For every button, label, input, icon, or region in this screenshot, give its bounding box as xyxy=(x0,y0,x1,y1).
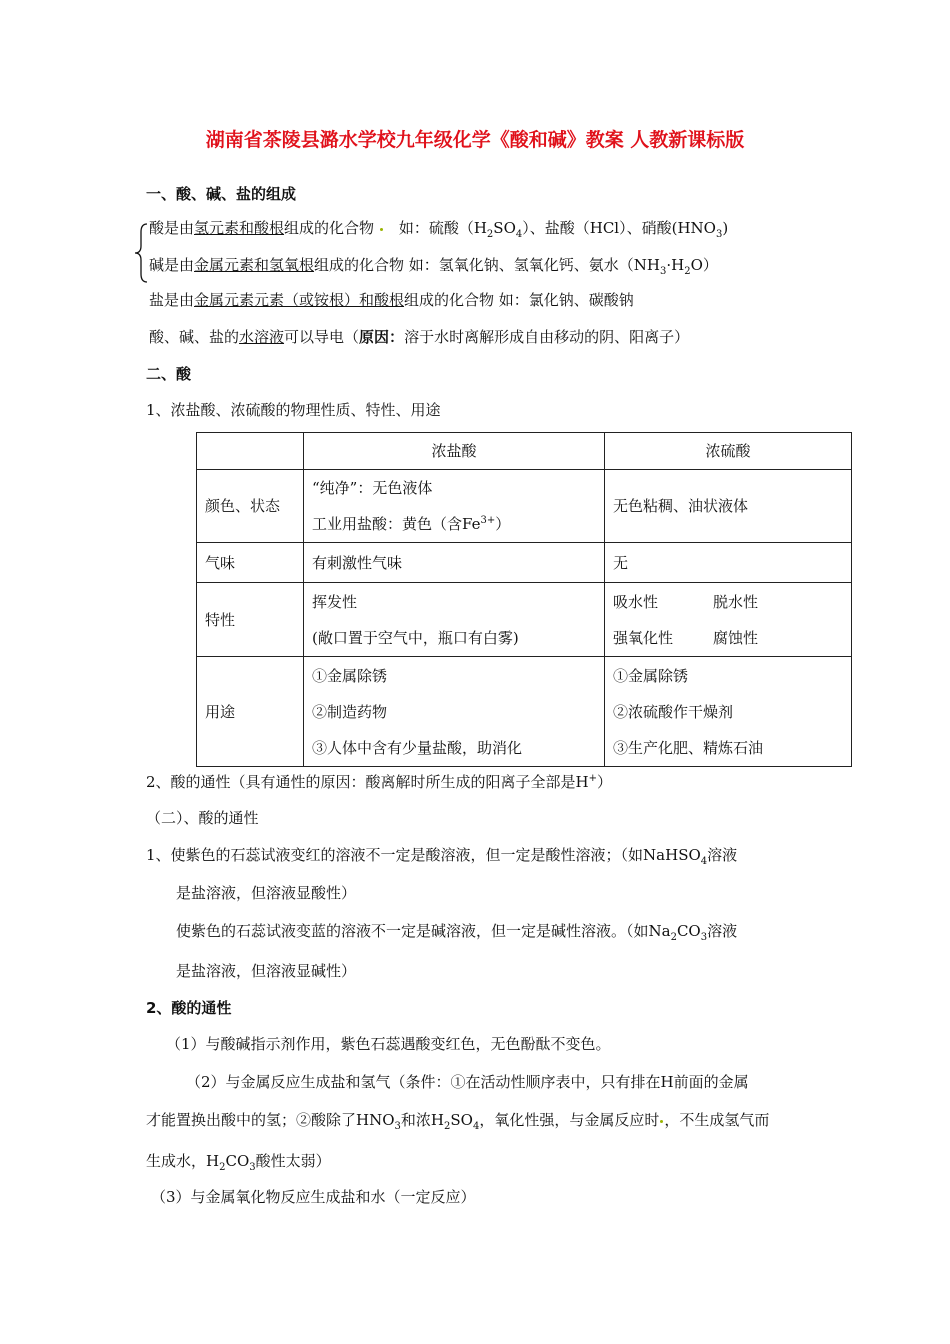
paragraph-line: 是盐溶液，但溶液显酸性） xyxy=(176,884,357,902)
section1-heading: 一、酸、碱、盐的组成 xyxy=(146,185,297,203)
section2-heading: 二、酸 xyxy=(146,365,192,383)
paragraph-line: 使紫色的石蕊试液变蓝的溶液不一定是碱溶液，但一定是碱性溶液。（如$Na_2CO_3$溶液 xyxy=(176,922,738,943)
paragraph-line: 是盐溶液，但溶液显碱性） xyxy=(176,962,357,980)
table-row xyxy=(197,470,852,543)
row-label: 特性 xyxy=(197,583,304,657)
h2so4-cell: 无 xyxy=(605,543,852,583)
h2so4-cell: ①金属除锈 ②浓硫酸作干燥剂 ③生产化肥、精炼石油 xyxy=(605,657,852,767)
property-2: （2）与金属反应生成盐和氢气（条件：①在活动性顺序表中，只有排在H前面的金属 xyxy=(186,1073,749,1091)
hcl-cell: 有刺激性气味 xyxy=(304,543,605,583)
property-1: （1）与酸碱指示剂作用，紫色石蕊遇酸变红色，无色酚酞不变色。 xyxy=(166,1035,611,1053)
hcl-cell: 挥发性 (敞口置于空气中，瓶口有白雾) xyxy=(304,583,605,657)
conductivity-line: 酸、碱、盐的水溶液可以导电（原因：溶于水时离解形成自由移动的阴、阳离子） xyxy=(149,328,690,346)
paragraph-line: 1、使紫色的石蕊试液变红的溶液不一定是酸溶液，但一定是酸性溶液；（如NaHSO$_4$溶液 xyxy=(146,846,738,867)
salt-definition: 盐是由金属元素元素（或铵根）和酸根组成的化合物 如：氯化钠、碳酸钠 xyxy=(149,291,634,309)
table-header-h2so4: 浓硫酸 xyxy=(605,433,852,470)
hcl-cell: “纯净”：无色液体 工业用盐酸：黄色（含$Fe^{3+}$） xyxy=(304,470,605,543)
mark-dot xyxy=(660,1120,663,1123)
paragraph-line: 才能置换出酸中的氢；②酸除了$HNO_3$和浓$H_2SO_4$，氧化性强，与金属反应时 ，不生成氢气而 xyxy=(146,1111,770,1132)
h2so4-cell: 吸水性 脱水性 强氧化性 腐蚀性 xyxy=(605,583,852,657)
table-header-row xyxy=(197,433,852,470)
acid-properties-table xyxy=(196,432,852,767)
curly-brace-icon xyxy=(133,222,149,284)
subsection-1: 1、浓盐酸、浓硫酸的物理性质、特性、用途 xyxy=(146,401,441,419)
table-row xyxy=(197,657,852,767)
subsection-heading: （二）、酸的通性 xyxy=(146,809,259,827)
table-header-hcl: 浓盐酸 xyxy=(304,433,605,470)
paragraph-line: 生成水，$H_2CO_3$酸性太弱） xyxy=(146,1152,331,1173)
table-row xyxy=(197,583,852,657)
table-row xyxy=(197,543,852,583)
h2so4-cell: 无色粘稠、油状液体 xyxy=(605,470,852,543)
mark-dot xyxy=(380,228,383,231)
acid-general-reason: 2、酸的通性（具有通性的原因：酸离解时所生成的阳离子全部是H+） xyxy=(146,773,613,791)
page-title: 湖南省茶陵县潞水学校九年级化学《酸和碱》教案 人教新课标版 xyxy=(205,129,745,151)
table-header-empty xyxy=(197,433,304,470)
base-definition: 碱是由金属元素和氢氧根组成的化合物 如：氢氧化钠、氢氧化钙、氨水$(NH_3\cdot H_2O)$ xyxy=(149,256,718,277)
subsection-heading-bold: 2、酸的通性 xyxy=(146,999,232,1017)
property-3: （3）与金属氧化物反应生成盐和水（一定反应） xyxy=(151,1188,476,1206)
row-label: 用途 xyxy=(197,657,304,767)
hcl-cell: ①金属除锈 ②制造药物 ③人体中含有少量盐酸，助消化 xyxy=(304,657,605,767)
row-label: 气味 xyxy=(197,543,304,583)
row-label: 颜色、状态 xyxy=(197,470,304,543)
acid-definition: 酸是由氢元素和酸根组成的化合物 如：硫酸$(H_2SO_4)$、盐酸（HCl）、硝酸$(HNO_3)$ xyxy=(149,219,729,240)
